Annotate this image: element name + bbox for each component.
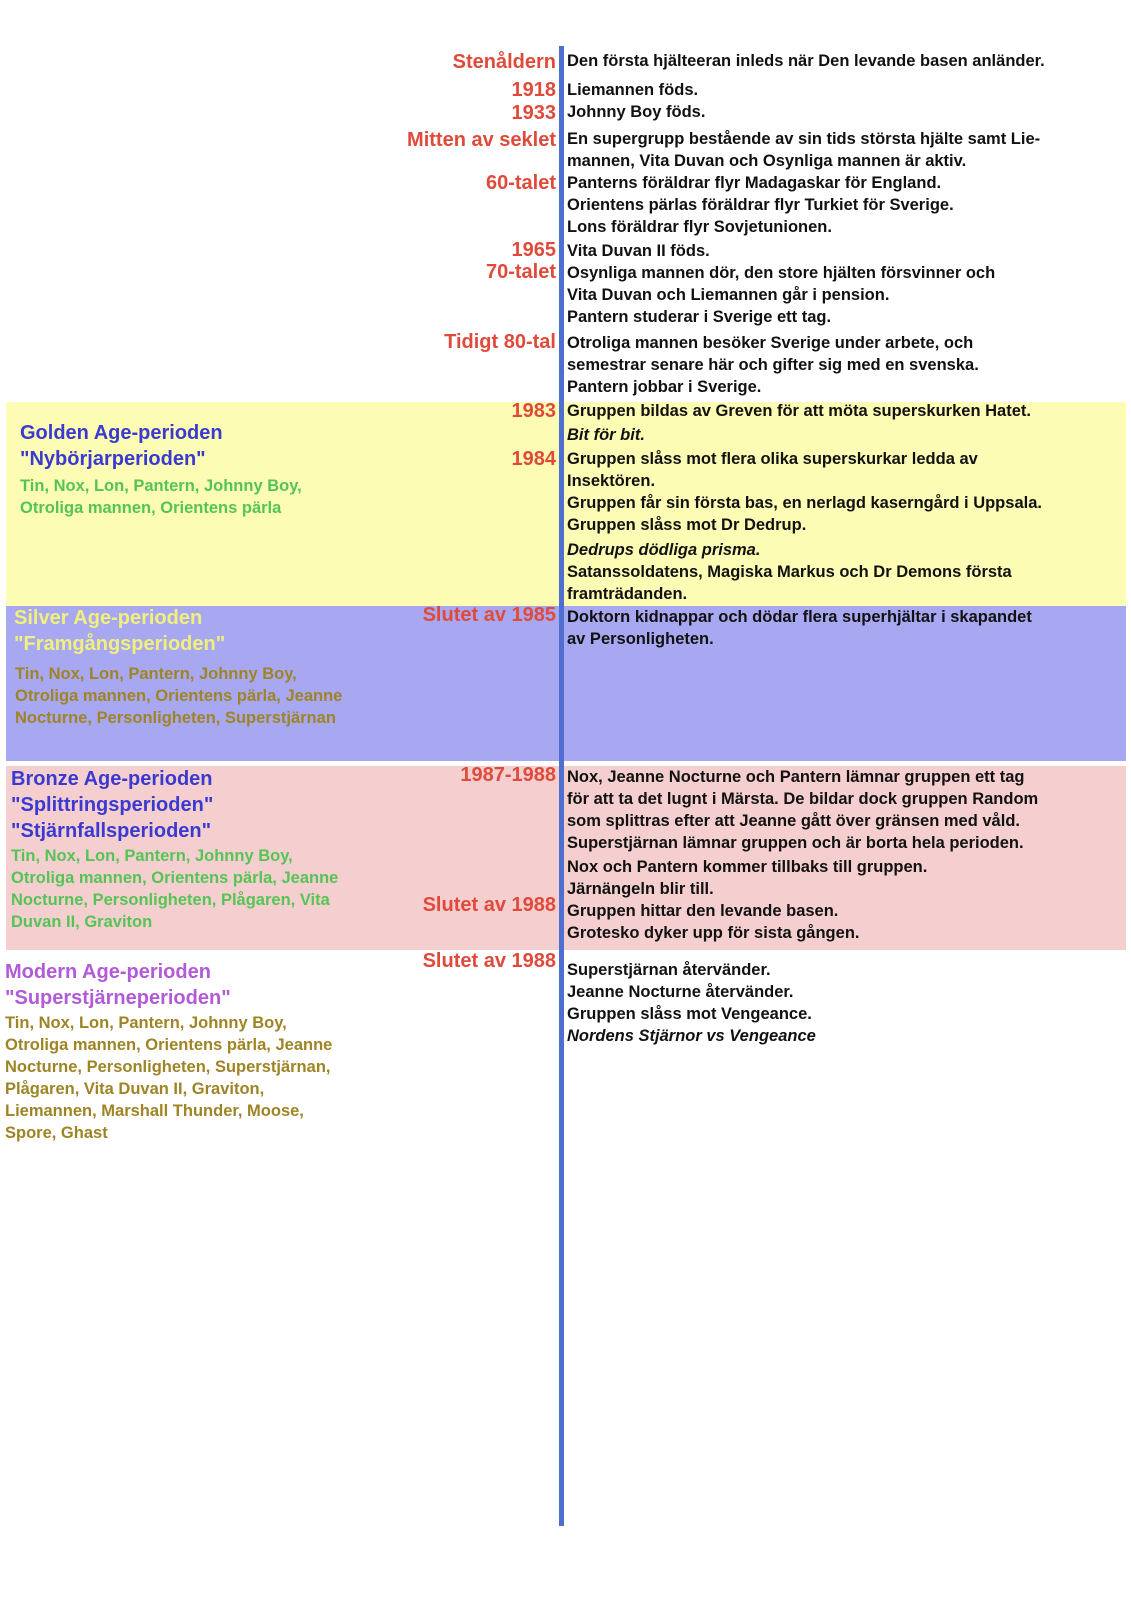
date-label: Slutet av 1988 bbox=[422, 894, 556, 916]
date-label: 1965 bbox=[511, 239, 556, 261]
event-text: Gruppen hittar den levande basen. bbox=[567, 902, 839, 920]
timeline-axis bbox=[559, 46, 564, 1526]
date-label: 1933 bbox=[511, 102, 556, 124]
event-text: Osynliga mannen dör, den store hjälten försvinner och bbox=[567, 264, 996, 282]
event-text: Doktorn kidnappar och dödar flera superhjältar i skapandet bbox=[567, 608, 1032, 626]
event-text: Dedrups dödliga prisma. bbox=[567, 541, 761, 559]
event-text: Grotesko dyker upp för sista gången. bbox=[567, 924, 860, 942]
golden-period-subtitle: "Nybörjarperioden" bbox=[20, 448, 206, 470]
event-text: Gruppen slåss mot Dr Dedrup. bbox=[567, 516, 807, 534]
event-text: Superstjärnan återvänder. bbox=[567, 961, 771, 979]
event-text: Bit för bit. bbox=[567, 426, 645, 444]
bronze-period-title: Bronze Age-perioden bbox=[11, 768, 213, 790]
event-text: Orientens pärlas föräldrar flyr Turkiet för Sverige. bbox=[567, 196, 954, 214]
silver-members: Tin, Nox, Lon, Pantern, Johnny Boy, Otroliga mannen, Orientens pärla, Jeanne Nocturne, Personligheten, Superstjärnan bbox=[15, 665, 343, 727]
modern-period-subtitle: "Superstjärneperioden" bbox=[5, 987, 231, 1009]
bronze-members: Tin, Nox, Lon, Pantern, Johnny Boy, Otroliga mannen, Orientens pärla, Jeanne Nocturne, Personligheten, Plågaren, Vita Duvan II, Graviton bbox=[11, 847, 339, 931]
modern-members: Tin, Nox, Lon, Pantern, Johnny Boy, Otroliga mannen, Orientens pärla, Jeanne Nocturne, Personligheten, Superstjärnan, Plågaren, Vita Duvan II, Graviton, Liemannen, Marshall Thunder, Moose, Spore, Ghast bbox=[5, 1014, 333, 1142]
event-text: Johnny Boy föds. bbox=[567, 103, 706, 121]
event-text: Pantern studerar i Sverige ett tag. bbox=[567, 308, 832, 326]
event-text: Superstjärnan lämnar gruppen och är borta hela perioden. bbox=[567, 834, 1024, 852]
date-label: Slutet av 1985 bbox=[422, 604, 556, 626]
event-text: framträdanden. bbox=[567, 585, 688, 603]
date-label: 1987-1988 bbox=[460, 764, 556, 786]
event-text: Gruppen slåss mot flera olika superskurkar ledda av bbox=[567, 450, 978, 468]
date-label: Mitten av seklet bbox=[407, 129, 556, 151]
event-text: semestrar senare här och gifter sig med en svenska. bbox=[567, 356, 979, 374]
modern-period-title: Modern Age-perioden bbox=[5, 961, 211, 983]
date-label: 1983 bbox=[511, 400, 556, 422]
event-text: som splittras efter att Jeanne gått över gränsen med våld. bbox=[567, 812, 1020, 830]
event-text: Gruppen slåss mot Vengeance. bbox=[567, 1005, 812, 1023]
event-text: Järnängeln blir till. bbox=[567, 880, 714, 898]
silver-period-subtitle: "Framgångsperioden" bbox=[14, 633, 226, 655]
date-label: Stenåldern bbox=[452, 51, 556, 73]
event-text: Liemannen föds. bbox=[567, 81, 699, 99]
event-text: Nox, Jeanne Nocturne och Pantern lämnar gruppen ett tag bbox=[567, 768, 1025, 786]
date-label: 70-talet bbox=[485, 261, 556, 283]
event-text: Panterns föräldrar flyr Madagaskar för England. bbox=[567, 174, 942, 192]
golden-period-title: Golden Age-perioden bbox=[20, 422, 223, 444]
event-text: Den första hjälteeran inleds när Den levande basen anländer. bbox=[567, 52, 1045, 70]
event-text: En supergrupp bestående av sin tids största hjälte samt Lie- bbox=[567, 130, 1041, 148]
event-text: Vita Duvan och Liemannen går i pension. bbox=[567, 286, 890, 304]
event-text: Gruppen får sin första bas, en nerlagd kaserngård i Uppsala. bbox=[567, 494, 1042, 512]
event-text: Lons föräldrar flyr Sovjetunionen. bbox=[567, 218, 832, 236]
bronze-period-subtitle-2: "Stjärnfallsperioden" bbox=[11, 820, 212, 842]
golden-members: Tin, Nox, Lon, Pantern, Johnny Boy, Otroliga mannen, Orientens pärla bbox=[20, 477, 302, 517]
event-text: Otroliga mannen besöker Sverige under arbete, och bbox=[567, 334, 974, 352]
event-text: Insektören. bbox=[567, 472, 656, 490]
event-text: Satanssoldatens, Magiska Markus och Dr Demons första bbox=[567, 563, 1012, 581]
event-text: Nox och Pantern kommer tillbaks till gruppen. bbox=[567, 858, 928, 876]
event-text: Gruppen bildas av Greven för att möta superskurken Hatet. bbox=[567, 402, 1031, 420]
event-text: mannen, Vita Duvan och Osynliga mannen är aktiv. bbox=[567, 152, 967, 170]
event-text: Pantern jobbar i Sverige. bbox=[567, 378, 762, 396]
date-label: Slutet av 1988 bbox=[422, 950, 556, 972]
date-label: Tidigt 80-tal bbox=[444, 331, 556, 353]
event-text: Jeanne Nocturne återvänder. bbox=[567, 983, 794, 1001]
date-label: 1984 bbox=[511, 448, 556, 470]
silver-period-title: Silver Age-perioden bbox=[14, 607, 203, 629]
event-text: av Personligheten. bbox=[567, 630, 714, 648]
bronze-period-subtitle: "Splittringsperioden" bbox=[11, 794, 214, 816]
event-text: Nordens Stjärnor vs Vengeance bbox=[567, 1027, 816, 1045]
date-label: 60-talet bbox=[485, 172, 556, 194]
event-text: Vita Duvan II föds. bbox=[567, 242, 710, 260]
event-text: för att ta det lugnt i Märsta. De bildar dock gruppen Random bbox=[567, 790, 1039, 808]
date-label: 1918 bbox=[511, 79, 556, 101]
